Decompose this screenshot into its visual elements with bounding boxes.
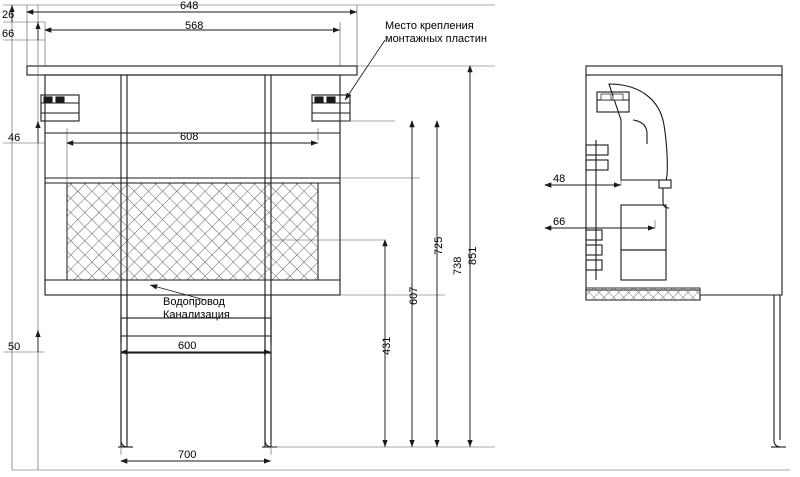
dim-height-738: 738	[452, 256, 464, 275]
dim-bottom-shelf-width: 600	[178, 340, 197, 352]
dim-height-607: 607	[408, 286, 420, 305]
dim-bracket-offset: 46	[8, 132, 21, 144]
note-water-supply: Водопровод	[163, 296, 225, 308]
front-view-geometry	[27, 66, 357, 447]
dim-depth-66: 66	[553, 216, 566, 228]
note-mount-plates-line2: монтажных пластин	[385, 33, 487, 45]
dim-mid-width: 608	[180, 131, 199, 143]
dim-top-offset: 26	[2, 9, 15, 21]
dim-depth-48: 48	[553, 173, 566, 185]
note-sewerage: Канализация	[163, 309, 230, 321]
dim-overall-top-width: 648	[180, 0, 199, 12]
dim-left-offset: 66	[2, 28, 15, 40]
dim-foot-height: 50	[8, 341, 21, 353]
dim-height-725: 725	[433, 236, 445, 255]
side-view-geometry	[586, 66, 786, 447]
dim-height-851: 851	[467, 246, 479, 265]
note-mount-plates-line1: Место крепления	[385, 20, 474, 32]
dim-height-431: 431	[381, 336, 393, 355]
note-plumbing	[163, 296, 230, 322]
note-mount-plates	[385, 20, 487, 46]
dim-overall-bottom-width: 700	[178, 449, 197, 461]
dim-inner-top-width: 568	[185, 20, 204, 32]
